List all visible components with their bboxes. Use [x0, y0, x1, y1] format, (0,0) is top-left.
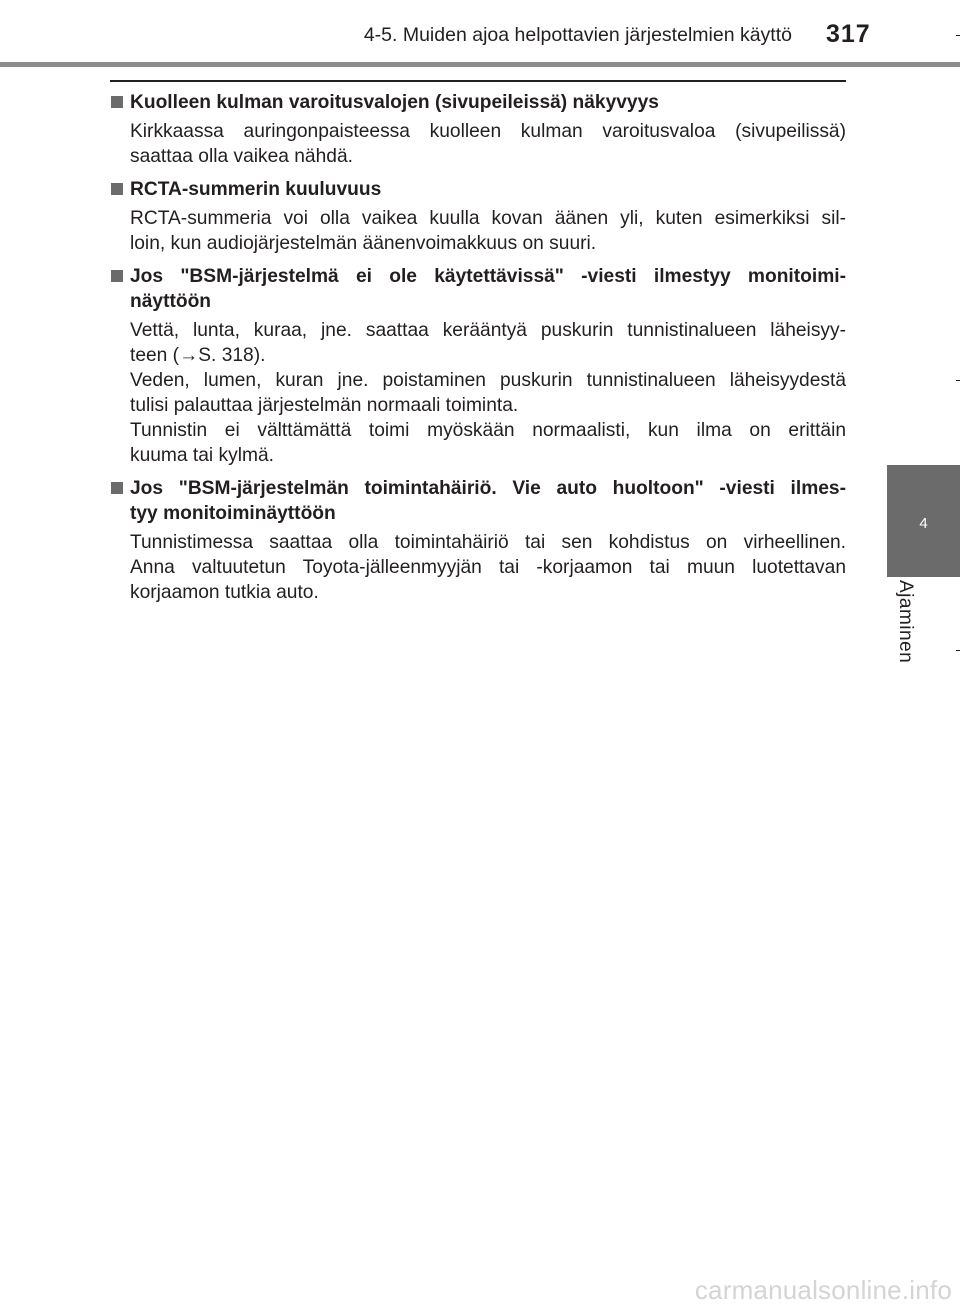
content [110, 90, 846, 605]
body-line: RCTA-summeria voi olla vaikea kuulla kovan äänen yli, kuten esimerkiksi sil- [130, 208, 846, 229]
heading-line: Jos "BSM-järjestelmä ei ole käytettävissä" -viesti ilmestyy monitoimi- [130, 266, 846, 287]
header-title: 4-5. Muiden ajoa helpottavien järjestelmien käyttö [363, 24, 792, 46]
chapter-tab-label: Ajaminen [895, 580, 916, 664]
body-line: Anna valtuutetun Toyota-jälleenmyyjän tai -korjaamon tai muun luotettavan [130, 557, 846, 578]
body-line: loin, kun audiojärjestelmän äänenvoimakkuus on suuri. [130, 233, 597, 254]
crop-mark [956, 35, 960, 36]
heading-line: näyttöön [130, 291, 212, 312]
section-body [110, 206, 846, 256]
chapter-tab-number: 4 [919, 515, 928, 532]
header-rule [0, 62, 960, 67]
section-heading [110, 177, 846, 202]
section-rcta-buzzer [110, 177, 846, 256]
body-line: Kirkkaassa auringonpaisteessa kuolleen kulman varoitusvaloa (sivupeilissä) [130, 121, 846, 142]
body-line: saattaa olla vaikea nähdä. [130, 146, 353, 167]
square-bullet-icon [111, 482, 123, 494]
section-heading [110, 264, 846, 314]
heading-line: Kuolleen kulman varoitusvalojen (sivupeileissä) näkyvyys [130, 92, 659, 113]
body-line: Vettä, lunta, kuraa, jne. saattaa kerääntyä puskurin tunnistinalueen läheisyy- [130, 320, 846, 341]
body-line: kuuma tai kylmä. [130, 445, 274, 466]
section-heading [110, 476, 846, 526]
page-number: 317 [826, 20, 871, 48]
section-blind-spot-visibility [110, 90, 846, 169]
section-bsm-malfunction [110, 476, 846, 605]
section-body [110, 530, 846, 605]
heading-line: tyy monitoiminäyttöön [130, 503, 336, 524]
heading-line: Jos "BSM-järjestelmän toimintahäiriö. Vie auto huoltoon" -viesti ilmes- [130, 478, 846, 499]
square-bullet-icon [111, 96, 123, 108]
section-bsm-unavailable [110, 264, 846, 468]
body-line: Veden, lumen, kuran jne. poistaminen puskurin tunnistinalueen läheisyydestä [130, 370, 846, 391]
body-line: korjaamon tutkia auto. [130, 582, 319, 603]
section-heading [110, 90, 846, 115]
content-rule [110, 80, 846, 82]
watermark: carmanualsonline.info [694, 1275, 952, 1305]
section-body [110, 119, 846, 169]
crop-mark [956, 650, 960, 651]
square-bullet-icon [111, 270, 123, 282]
body-line: Tunnistin ei välttämättä toimi myöskään normaalisti, kun ilma on erittäin [130, 420, 846, 441]
square-bullet-icon [111, 183, 123, 195]
body-line: teen (→S. 318). [130, 345, 266, 366]
crop-mark [956, 380, 960, 381]
section-body [110, 318, 846, 468]
heading-line: RCTA-summerin kuuluvuus [130, 179, 382, 200]
body-line: tulisi palauttaa järjestelmän normaali toiminta. [130, 395, 519, 416]
body-line: Tunnistimessa saattaa olla toimintahäiriö tai sen kohdistus on virheellinen. [130, 532, 846, 553]
